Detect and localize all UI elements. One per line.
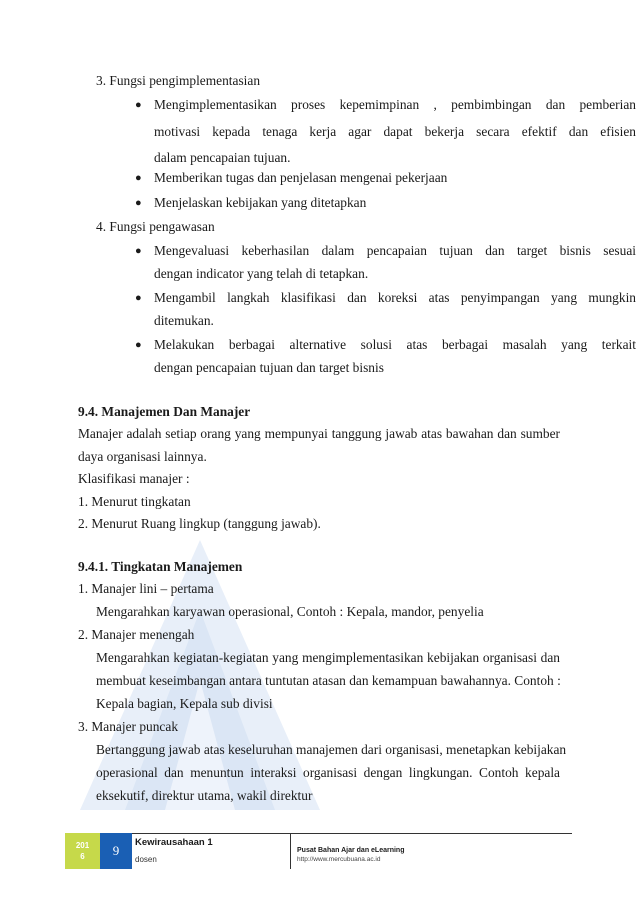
list-item: 1. Menurut tingkatan [78,494,191,509]
list-item-description: operasional dan menuntun interaksi organisasi dengan lingkungan. Contoh kepala [96,765,560,780]
bullet-text: Mengimplementasikan proses kepemimpinan , pembimbingan dan pemberian [154,97,636,112]
list-item-description: Mengarahkan karyawan operasional, Contoh : Kepala, mandor, penyelia [96,604,484,619]
bullet-icon: ● [135,197,142,209]
course-title: Kewirausahaan 1 [135,837,213,848]
footer-divider [100,833,572,834]
bullet-text: motivasi kepada tenaga kerja agar dapat bekerja secara efektif dan efisien [154,124,636,139]
footer-separator [290,833,291,869]
bullet-text: dengan pencapaian tujuan dan target bisnis [154,360,384,375]
year-line: 201 [75,841,90,850]
center-name: Pusat Bahan Ajar dan eLearning [297,847,405,854]
bullet-text: Memberikan tugas dan penjelasan mengenai pekerjaan [154,170,448,185]
bullet-text: Mengambil langkah klasifikasi dan koreksi atas penyimpangan yang mungkin [154,290,636,305]
paragraph-line: Manajer adalah setiap orang yang mempunyai tanggung jawab atas bawahan dan sumber [78,426,560,441]
paragraph-line: daya organisasi lainnya. [78,449,207,464]
list-item-description: Bertanggung jawab atas keseluruhan manajemen dari organisasi, menetapkan kebijakan [96,742,567,757]
bullet-icon: ● [135,99,142,111]
bullet-text: Menjelaskan kebijakan yang ditetapkan [154,195,367,210]
year-line: 6 [80,852,85,861]
subsection-title: 9.4.1. Tingkatan Manajemen [78,559,243,574]
lecturer-label: dosen [135,855,157,864]
list-heading-4: 4. Fungsi pengawasan [96,219,215,234]
footer-url: http://www.mercubuana.ac.id [297,856,381,863]
list-item-description: Mengarahkan kegiatan-kegiatan yang mengimplementasikan kebijakan organisasi dan [96,650,560,665]
list-item-description: membuat keseimbangan antara tuntutan atasan dan kemampuan bawahannya. Contoh : [96,673,561,688]
list-item: 3. Manajer puncak [78,719,179,734]
list-item-description: Kepala bagian, Kepala sub divisi [96,696,273,711]
bullet-text: Mengevaluasi keberhasilan dalam pencapaian tujuan dan target bisnis sesuai [154,243,636,258]
bullet-text: ditemukan. [154,313,214,328]
bullet-text: dengan indicator yang telah di tetapkan. [154,266,369,281]
bullet-text: Melakukan berbagai alternative solusi atas berbagai masalah yang terkait [154,337,636,352]
page-footer [65,833,572,869]
paragraph-line: Klasifikasi manajer : [78,471,190,486]
section-title: 9.4. Manajemen Dan Manajer [78,404,251,419]
list-item: 2. Menurut Ruang lingkup (tanggung jawab). [78,516,321,531]
list-item: 1. Manajer lini – pertama [78,581,214,596]
list-item: 2. Manajer menengah [78,627,195,642]
bullet-icon: ● [135,292,142,304]
bullet-icon: ● [135,339,142,351]
bullet-icon: ● [135,245,142,257]
list-heading-3: 3. Fungsi pengimplementasian [96,73,261,88]
bullet-text: dalam pencapaian tujuan. [154,150,291,165]
bullet-icon: ● [135,172,142,184]
year-text [65,840,100,862]
page-number: 9 [112,843,120,858]
list-item-description: eksekutif, direktur utama, wakil direktur [96,788,313,803]
